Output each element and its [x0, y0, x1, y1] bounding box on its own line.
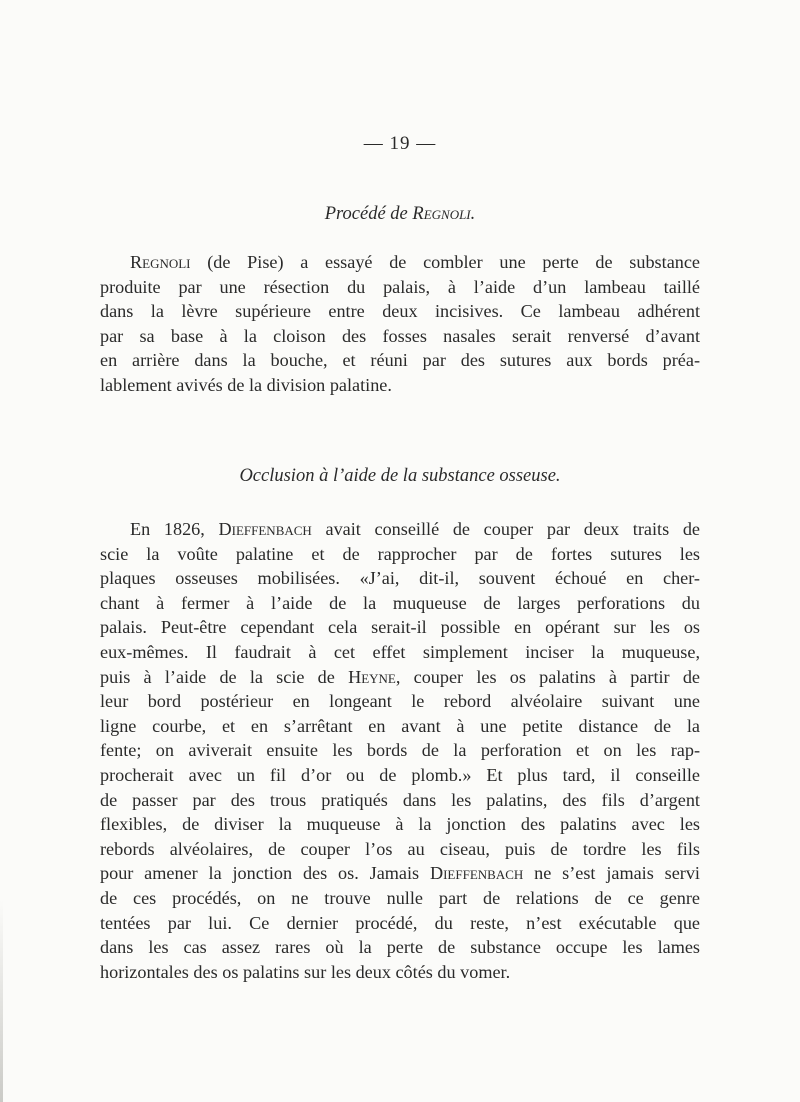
text-fragment: puis à l’aide de la scie de — [100, 666, 349, 687]
text-fragment: scie la voûte palatine et de rapprocher par de fortes sutures les — [100, 543, 700, 564]
text-fragment: de passer par des trous pratiqués dans les palatins, des fils d’argent — [100, 789, 700, 810]
text-line — [100, 935, 700, 959]
text-fragment: en arrière dans la bouche, et réuni par des sutures aux bords préa- — [100, 350, 700, 371]
text-line — [100, 911, 700, 935]
author-name: Dieffenbach — [429, 863, 524, 884]
text-line — [100, 788, 700, 812]
text-fragment: tentées par lui. Ce dernier procédé, du reste, n’est exécutable que — [100, 912, 700, 933]
text-fragment: , couper les os palatins à partir de — [395, 666, 700, 687]
text-fragment: En 1826, — [130, 519, 219, 539]
heading-prefix: Procédé de — [324, 204, 408, 224]
text-fragment: produite par une résection du palais, à l’aide d’un lambeau taillé — [100, 276, 700, 297]
text-fragment: plaques osseuses mobilisées. «J’ai, dit-il, souvent échoué en cher- — [100, 568, 700, 589]
text-line — [100, 615, 700, 639]
text-line — [100, 275, 700, 299]
text-line — [100, 542, 700, 566]
author-name: Heyne — [348, 666, 396, 687]
text-fragment: horizontales des os palatins sur les deux côtés du vomer. — [100, 961, 511, 982]
text-line — [100, 299, 700, 323]
text-fragment: ligne courbe, et en s’arrêtant en avant à une petite distance de la — [100, 715, 700, 736]
text-line — [100, 373, 700, 397]
text-fragment: lablement avivés de la division palatine. — [100, 375, 392, 395]
text-line — [100, 763, 700, 787]
text-fragment: (de Pise) a essayé de combler une perte de substance — [190, 252, 700, 272]
text-line — [100, 960, 700, 984]
text-line — [100, 665, 700, 689]
text-line — [100, 640, 700, 664]
text-fragment: avait conseillé de couper par deux traits de — [311, 519, 700, 539]
page-edge-shadow — [0, 900, 3, 1102]
text-line — [100, 861, 700, 885]
text-fragment: rebords alvéolaires, de couper l’os au ciseau, puis de tordre les fils — [100, 838, 700, 859]
text-fragment: de ces procédés, on ne trouve nulle part de relations de ce genre — [100, 888, 700, 908]
text-line — [100, 348, 700, 372]
heading-name: Regnoli. — [412, 204, 476, 224]
text-fragment: eux-mêmes. Il faudrait à cet effet simplement inciser la muqueuse, — [100, 642, 700, 662]
text-line — [100, 837, 700, 861]
text-fragment: dans la lèvre supérieure entre deux incisives. Ce lambeau adhérent — [100, 301, 700, 322]
text-line — [100, 812, 700, 836]
text-fragment: pour amener la jonction des os. Jamais — [100, 863, 430, 884]
text-fragment: procherait avec un fil d’or ou de plomb.» Et plus tard, il conseille — [100, 765, 700, 785]
text-line — [100, 566, 700, 590]
text-fragment: chant à fermer à l’aide de la muqueuse de larges perforations du — [100, 592, 700, 613]
section-heading-regnoli — [0, 204, 800, 225]
section-heading-occlusion: Occlusion à l’aide de la substance osseuse. — [239, 466, 561, 486]
text-fragment: dans les cas assez rares où la perte de substance occupe les lames — [100, 937, 700, 958]
text-fragment: palais. Peut-être cependant cela serait-il possible en opérant sur les os — [100, 617, 700, 638]
text-line — [100, 886, 700, 910]
text-line — [100, 689, 700, 713]
text-line — [100, 591, 700, 615]
text-line — [100, 738, 700, 762]
text-fragment: fente; on aviverait ensuite les bords de la perforation et on les rap- — [100, 740, 700, 761]
text-line — [100, 324, 700, 348]
author-name: Dieffenbach — [218, 519, 312, 539]
page-number: — 19 — — [363, 133, 437, 154]
text-line — [130, 250, 700, 274]
text-line — [130, 517, 700, 541]
text-fragment: leur bord postérieur en longeant le rebord alvéolaire suivant une — [100, 691, 700, 712]
text-line — [100, 714, 700, 738]
text-fragment: ne s’est jamais servi — [523, 863, 700, 884]
text-fragment: flexibles, de diviser la muqueuse à la jonction des palatins avec les — [100, 814, 700, 835]
text-fragment: par sa base à la cloison des fosses nasales serait renversé d’avant — [100, 325, 700, 346]
author-name: Regnoli — [130, 252, 191, 272]
